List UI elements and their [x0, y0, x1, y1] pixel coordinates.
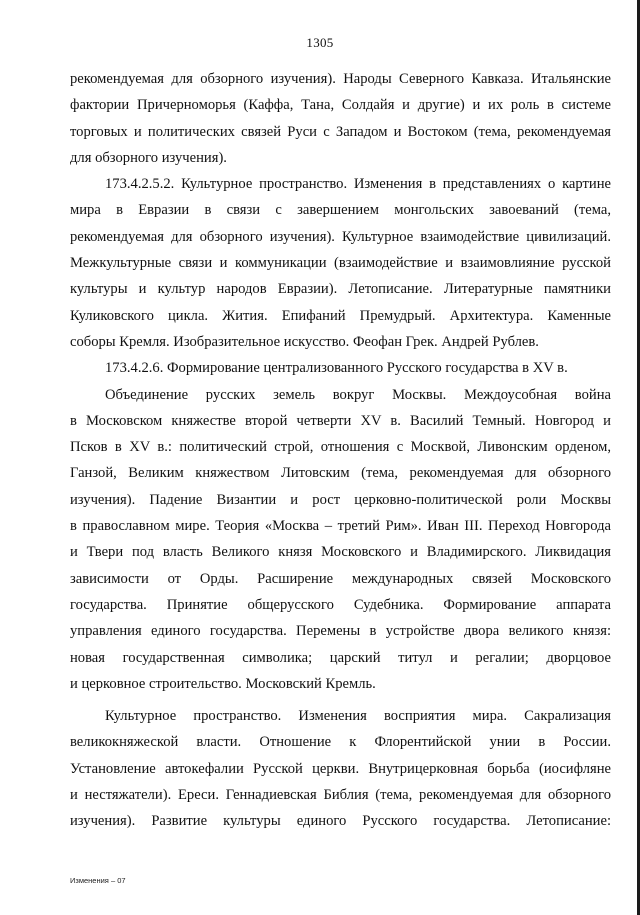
text-line: и Твери под власть Великого князя Московского и Владимирского. Ликвидация — [70, 544, 611, 561]
text-line: государства. Принятие общерусского Судебника. Формирование аппарата — [70, 596, 611, 613]
page-number: 1305 — [306, 35, 334, 50]
text-line: и церковное строительство. Московский Кремль. — [70, 675, 376, 692]
text-line: Псков в XV в.: политический строй, отношения с Москвой, Ливонским орденом, — [70, 439, 611, 456]
body-text — [70, 66, 611, 835]
text-line: в православном мире. Теория «Москва – третий Рим». Иван III. Переход Новгорода — [70, 518, 611, 535]
text-line: Культурное пространство. Изменения восприятия мира. Сакрализация — [105, 708, 611, 725]
text-line: культуры и культур народов Евразии). Летописание. Литературные памятники — [70, 281, 611, 298]
text-line: Установление автокефалии Русской церкви. Внутрицерковная борьба (иосифляне — [70, 760, 611, 777]
text-line: в Московском княжестве второй четверти XV в. Василий Темный. Новгород и — [70, 412, 611, 429]
text-line: изучения). Падение Византии и рост церковно-политической роли Москвы — [70, 491, 611, 508]
text-line: изучения). Развитие культуры единого Русского государства. Летописание: — [70, 813, 611, 830]
text-line: 173.4.2.5.2. Культурное пространство. Изменения в представлениях о картине — [105, 176, 611, 193]
text-line: фактории Причерноморья (Каффа, Тана, Солдайя и другие) и их роль в системе — [70, 97, 611, 114]
text-line: торговых и политических связей Руси с Западом и Востоком (тема, рекомендуемая — [70, 123, 611, 140]
text-line: управления единого государства. Перемены в устройстве двора великого князя: — [70, 623, 611, 640]
text-line: рекомендуемая для обзорного изучения). Народы Северного Кавказа. Итальянские — [70, 71, 611, 87]
footer-revision-note: Изменения – 07 — [70, 876, 126, 885]
text-line: Куликовского цикла. Жития. Епифаний Премудрый. Архитектура. Каменные — [70, 307, 611, 324]
text-line: великокняжеской власти. Отношение к Флорентийской унии в России. — [70, 734, 611, 751]
text-line: для обзорного изучения). — [70, 149, 227, 166]
text-line: мира в Евразии в связи с завершением монгольских завоеваний (тема, — [70, 202, 611, 219]
text-line: соборы Кремля. Изобразительное искусство. Феофан Грек. Андрей Рублев. — [70, 333, 539, 350]
text-line: новая государственная символика; царский титул и регалии; дворцовое — [70, 649, 611, 666]
section-heading: 173.4.2.6. Формирование централизованного Русского государства в XV в. — [105, 360, 568, 377]
text-line: и нестяжатели). Ереси. Геннадиевская Библия (тема, рекомендуемая для обзорного — [70, 787, 611, 804]
text-line: Ганзой, Великим княжеством Литовским (тема, рекомендуемая для обзорного — [70, 465, 611, 482]
text-line: Объединение русских земель вокруг Москвы. Междоусобная война — [105, 386, 611, 403]
text-line: рекомендуемая для обзорного изучения). Культурное взаимодействие цивилизаций. — [70, 228, 611, 245]
text-line: Межкультурные связи и коммуникации (взаимодействие и взаимовлияние русской — [70, 255, 611, 272]
text-line: зависимости от Орды. Расширение международных связей Московского — [70, 570, 611, 587]
